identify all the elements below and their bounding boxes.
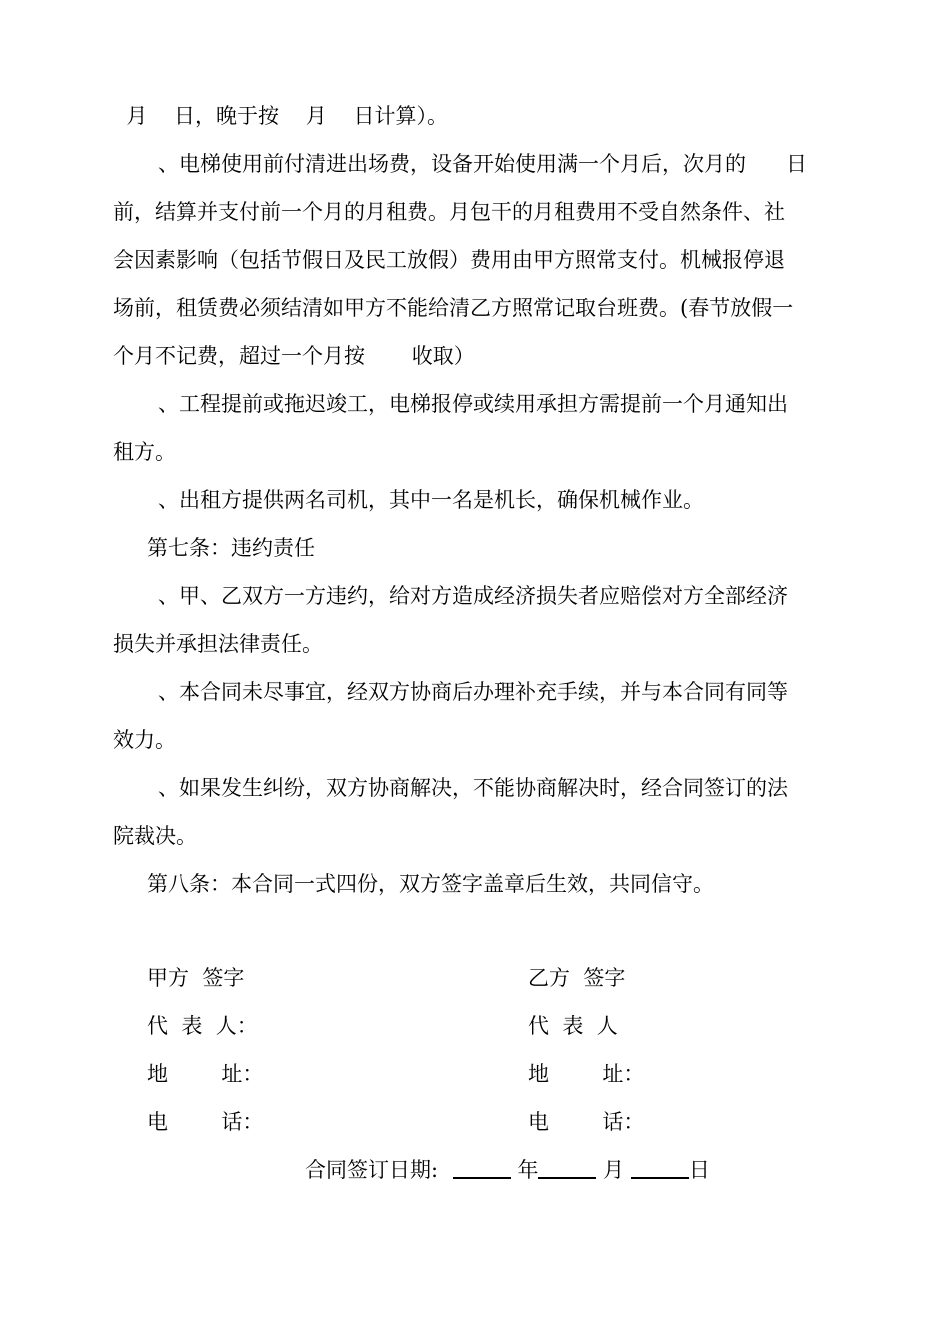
line-1: 月 日，晚于按 月 日计算）。 xyxy=(113,104,448,128)
party-b-representative-label: 代 表 人 xyxy=(528,1014,618,1038)
line-13: 、本合同未尽事宜，经双方协商后办理补充手续，并与本合同有同等 xyxy=(158,680,788,704)
line-7: 、工程提前或拖迟竣工，电梯报停或续用承担方需提前一个月通知出 xyxy=(158,392,788,416)
year-label: 年 xyxy=(517,1158,539,1182)
line-15: 、如果发生纠纷，双方协商解决，不能协商解决时，经合同签订的法 xyxy=(158,776,788,800)
party-a-phone-label: 电 话： xyxy=(147,1110,264,1134)
party-b-sign-label: 乙方 签字 xyxy=(528,966,626,990)
day-label: 日 xyxy=(688,1158,710,1182)
line-16: 院裁决。 xyxy=(113,824,197,848)
line-2: 、电梯使用前付清进出场费，设备开始使用满一个月后，次月的 日 xyxy=(158,152,808,176)
line-11: 、甲、乙双方一方违约，给对方造成经济损失者应赔偿对方全部经济 xyxy=(158,584,788,608)
party-b-phone-label: 电 话： xyxy=(528,1110,645,1134)
party-a-address-label: 地 址： xyxy=(147,1062,264,1086)
month-label: 月 xyxy=(603,1158,625,1182)
party-a-representative-label: 代 表 人： xyxy=(147,1014,258,1038)
party-a-sign-label: 甲方 签字 xyxy=(147,966,245,990)
line-9: 、出租方提供两名司机，其中一名是机长，确保机械作业。 xyxy=(158,488,704,512)
day-blank xyxy=(631,1157,689,1179)
year-blank xyxy=(453,1157,511,1179)
line-14: 效力。 xyxy=(113,728,176,752)
line-12: 损失并承担法律责任。 xyxy=(113,632,323,656)
month-blank xyxy=(538,1157,596,1179)
line-6: 个月不记费，超过一个月按 收取） xyxy=(113,344,475,368)
sign-date-row xyxy=(305,1157,710,1183)
article-8: 第八条：本合同一式四份，双方签字盖章后生效，共同信守。 xyxy=(147,872,714,896)
sign-date-label: 合同签订日期: xyxy=(305,1158,439,1182)
party-b-address-label: 地 址： xyxy=(528,1062,645,1086)
line-8: 租方。 xyxy=(113,440,176,464)
article-7-heading: 第七条：违约责任 xyxy=(147,536,315,560)
line-3: 前，结算并支付前一个月的月租费。月包干的月租费用不受自然条件、社 xyxy=(113,200,785,224)
line-5: 场前，租赁费必须结清如甲方不能给清乙方照常记取台班费。(春节放假一 xyxy=(113,296,794,320)
line-4: 会因素影响（包括节假日及民工放假）费用由甲方照常支付。机械报停退 xyxy=(113,248,785,272)
